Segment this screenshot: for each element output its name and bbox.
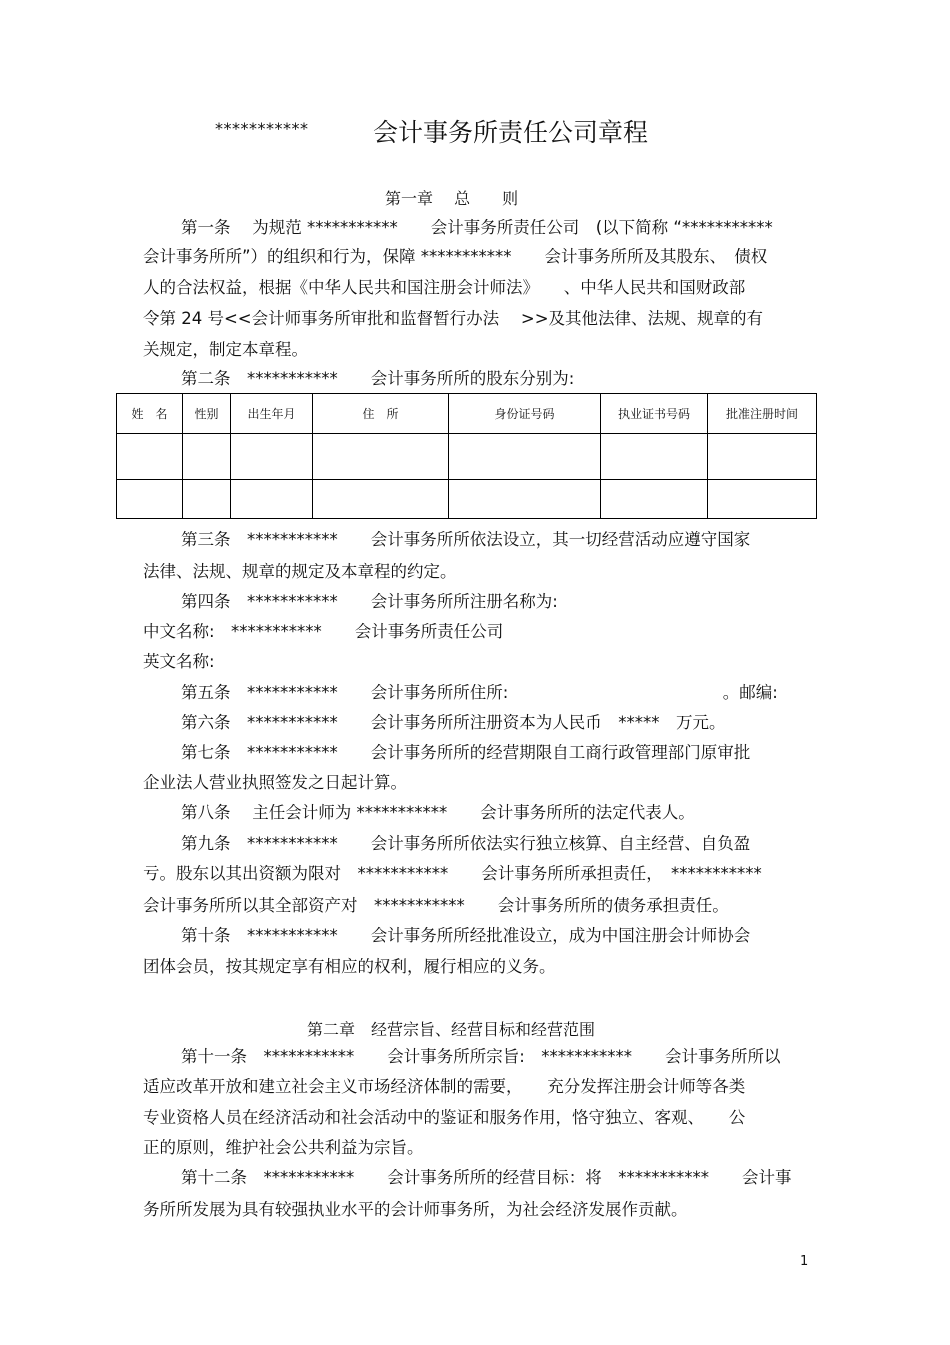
article-2-line-1: 第二条 *********** 会计事务所所的股东分别为: xyxy=(181,369,575,388)
article-1-line-4: 令第 24 号<<会计师事务所审批和监督暂行办法 >>及其他法律、法规、规章的有 xyxy=(143,309,764,328)
chapter-2-heading: 第二章 经营宗旨、经营目标和经营范围 xyxy=(307,1020,596,1039)
article-1-line-1: 第一条 为规范 *********** 会计事务所责任公司 (以下简称 “*********** xyxy=(181,218,773,237)
english-name-line: 英文名称: xyxy=(143,652,215,671)
article-1-line-3: 人的合法权益，根据《中华人民共和国注册会计师法》 、中华人民共和国财政部 xyxy=(143,278,746,297)
table-cell xyxy=(449,480,601,519)
article-11-line-3: 专业资格人员在经济活动和社会活动中的鉴证和服务作用，恪守独立、客观、 公 xyxy=(143,1108,746,1127)
table-cell xyxy=(183,434,231,480)
table-cell xyxy=(449,434,601,480)
article-9-line-3: 会计事务所所以其全部资产对 *********** 会计事务所所的债务承担责任。 xyxy=(143,896,729,915)
header-id-number: 身份证号码 xyxy=(449,394,601,434)
table-cell xyxy=(231,434,313,480)
header-name: 姓 名 xyxy=(117,394,183,434)
article-10-line-1: 第十条 *********** 会计事务所所经批准设立，成为中国注册会计师协会 xyxy=(181,926,751,945)
article-12-line-2: 务所所发展为具有较强执业水平的会计师事务所，为社会经济发展作贡献。 xyxy=(143,1200,688,1219)
chapter-1-heading: 第一章 总 则 xyxy=(385,189,519,208)
table-cell xyxy=(313,480,449,519)
title-placeholder-stars: *********** xyxy=(215,119,309,138)
header-address: 住 所 xyxy=(313,394,449,434)
header-registration-time: 批准注册时间 xyxy=(708,394,817,434)
table-cell xyxy=(117,480,183,519)
table-cell xyxy=(183,480,231,519)
article-3-line-1: 第三条 *********** 会计事务所所依法设立，其一切经营活动应遵守国家 xyxy=(181,530,751,549)
table-row xyxy=(117,434,817,480)
table-cell xyxy=(708,480,817,519)
header-birth-date: 出生年月 xyxy=(231,394,313,434)
article-3-line-2: 法律、法规、规章的规定及本章程的约定。 xyxy=(143,562,457,581)
article-9-line-2: 亏。股东以其出资额为限对 *********** 会计事务所所承担责任， *********** xyxy=(143,864,762,883)
table-cell xyxy=(117,434,183,480)
article-8-line-1: 第八条 主任会计师为 *********** 会计事务所所的法定代表人。 xyxy=(181,803,695,822)
article-11-line-2: 适应改革开放和建立社会主义市场经济体制的需要， 充分发挥注册会计师等各类 xyxy=(143,1077,746,1096)
article-7-line-1: 第七条 *********** 会计事务所所的经营期限自工商行政管理部门原审批 xyxy=(181,743,751,762)
article-1-line-2: 会计事务所所”）的组织和行为，保障 *********** 会计事务所所及其股东、 债权 xyxy=(143,247,768,266)
article-11-line-1: 第十一条 *********** 会计事务所所宗旨: *********** 会计事务所所以 xyxy=(181,1047,781,1066)
table-cell xyxy=(313,434,449,480)
table-cell xyxy=(231,480,313,519)
title-text: 会计事务所责任公司章程 xyxy=(373,118,649,147)
article-11-line-4: 正的原则，维护社会公共利益为宗旨。 xyxy=(143,1138,424,1157)
table-cell xyxy=(708,434,817,480)
table-cell xyxy=(601,434,708,480)
header-gender: 性别 xyxy=(183,394,231,434)
table-header-row xyxy=(117,394,817,434)
article-9-line-1: 第九条 *********** 会计事务所所依法实行独立核算、自主经营、自负盈 xyxy=(181,834,751,853)
article-5-line-1: 第五条 *********** 会计事务所所住所: 。邮编: xyxy=(181,683,778,702)
article-6-line-1: 第六条 *********** 会计事务所所注册资本为人民币 ***** 万元。 xyxy=(181,713,726,732)
article-7-line-2: 企业法人营业执照签发之日起计算。 xyxy=(143,773,407,792)
shareholder-table xyxy=(116,393,817,519)
chinese-name-line: 中文名称: *********** 会计事务所责任公司 xyxy=(143,622,504,641)
table-cell xyxy=(601,480,708,519)
article-12-line-1: 第十二条 *********** 会计事务所所的经营目标：将 *********** 会计事 xyxy=(181,1168,792,1187)
page-number: 1 xyxy=(800,1254,809,1269)
article-1-line-5: 关规定，制定本章程。 xyxy=(143,340,308,359)
article-4-line-1: 第四条 *********** 会计事务所所注册名称为: xyxy=(181,592,558,611)
table-row xyxy=(117,480,817,519)
article-10-line-2: 团体会员，按其规定享有相应的权利，履行相应的义务。 xyxy=(143,957,556,976)
header-license-number: 执业证书号码 xyxy=(601,394,708,434)
